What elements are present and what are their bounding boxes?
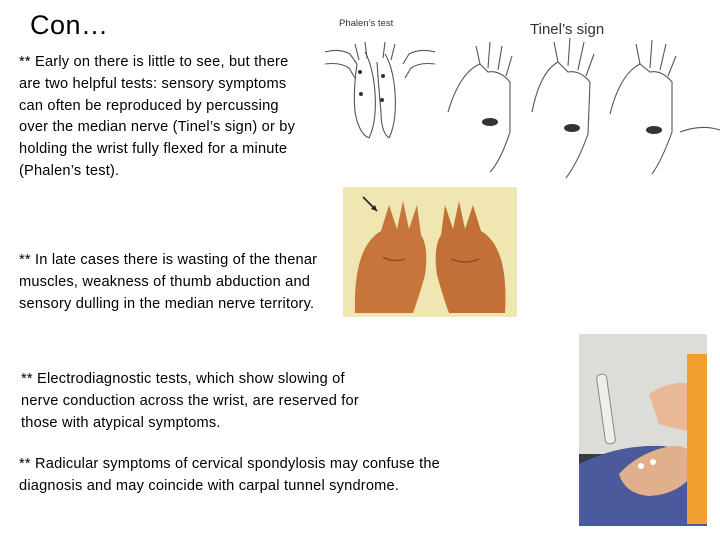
paragraph-electrodiagnostic: ** Electrodiagnostic tests, which show slowing of nerve conduction across the wrist, are reserved for those with atypical symptoms. xyxy=(21,371,359,431)
phalen-caption: Phalen’s test xyxy=(339,18,394,29)
nerve-conduction-photo xyxy=(579,334,707,526)
slide-title: Con… xyxy=(30,10,109,40)
paragraph-early-signs: ** Early on there is little to see, but there are two helpful tests: sensory symptoms can often be reproduced by percussing over the median nerve (Tinel’s sign) or by holding the wrist fully flexed for a minute (Phalen’s test). xyxy=(19,54,296,179)
paragraph-radicular-symptoms: ** Radicular symptoms of cervical spondylosis may confuse the diagnosis and may coincide with carpal tunnel syndrome. xyxy=(19,456,440,494)
tinel-caption: Tinel’s sign xyxy=(530,21,605,38)
thenar-wasting-photo xyxy=(343,187,517,317)
tinel-sign-illustration xyxy=(440,12,720,182)
paragraph-late-cases: ** In late cases there is wasting of the thenar muscles, weakness of thumb abduction and sensory dulling in the median nerve territory. xyxy=(19,252,318,312)
